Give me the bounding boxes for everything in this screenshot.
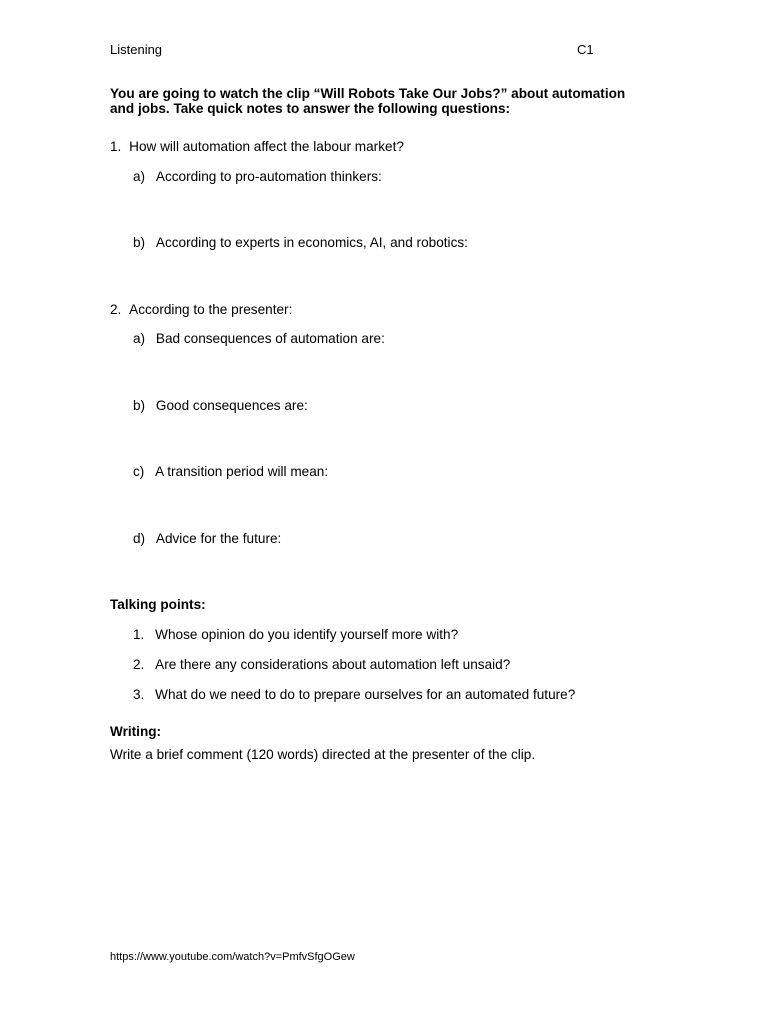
header-left: Listening	[110, 42, 163, 57]
question-1-text: How will automation affect the labour market?	[129, 139, 404, 154]
question-2-number: 2.	[110, 302, 122, 317]
talking-point-1-text: Whose opinion do you identify yourself more with?	[155, 627, 459, 642]
question-2b-text: Good consequences are:	[155, 398, 308, 413]
question-1b	[133, 235, 468, 250]
question-1b-text: According to experts in economics, AI, and robotics:	[155, 235, 468, 250]
question-2d-letter: d)	[133, 531, 146, 546]
question-1a-text: According to pro-automation thinkers:	[155, 169, 382, 184]
footer-url: https://www.youtube.com/watch?v=PmfvSfgOGew	[110, 951, 355, 963]
talking-point-2-number: 2.	[133, 657, 145, 672]
question-2a-text: Bad consequences of automation are:	[155, 331, 385, 346]
talking-point-3-text: What do we need to do to prepare ourselves for an automated future?	[155, 687, 576, 702]
question-2d-text: Advice for the future:	[155, 531, 282, 546]
talking-point-2	[133, 657, 510, 672]
talking-point-3	[133, 687, 575, 702]
talking-point-2-text: Are there any considerations about automation left unsaid?	[155, 657, 511, 672]
question-1a-letter: a)	[133, 169, 146, 184]
question-1a	[133, 169, 382, 184]
question-2b	[133, 398, 308, 413]
talking-point-1-number: 1.	[133, 627, 145, 642]
talking-points-heading: Talking points:	[110, 597, 206, 612]
question-2c-letter: c)	[133, 464, 145, 479]
question-1b-letter: b)	[133, 235, 146, 250]
question-2b-letter: b)	[133, 398, 146, 413]
question-2	[110, 302, 292, 317]
question-2a-letter: a)	[133, 331, 146, 346]
intro-line-2: and jobs. Take quick notes to answer the following questions:	[110, 101, 511, 116]
question-2-text: According to the presenter:	[129, 302, 293, 317]
question-2a	[133, 331, 385, 346]
header-right: C1	[577, 42, 594, 57]
question-2d	[133, 531, 281, 546]
talking-point-1	[133, 627, 458, 642]
writing-instruction: Write a brief comment (120 words) directed at the presenter of the clip.	[110, 747, 536, 762]
talking-point-3-number: 3.	[133, 687, 145, 702]
question-1-number: 1.	[110, 139, 122, 154]
question-1	[110, 139, 404, 154]
intro-line-1: You are going to watch the clip “Will Robots Take Our Jobs?” about automation	[110, 86, 626, 101]
writing-heading: Writing:	[110, 724, 162, 739]
question-2c	[133, 464, 328, 479]
question-2c-text: A transition period will mean:	[155, 464, 329, 479]
